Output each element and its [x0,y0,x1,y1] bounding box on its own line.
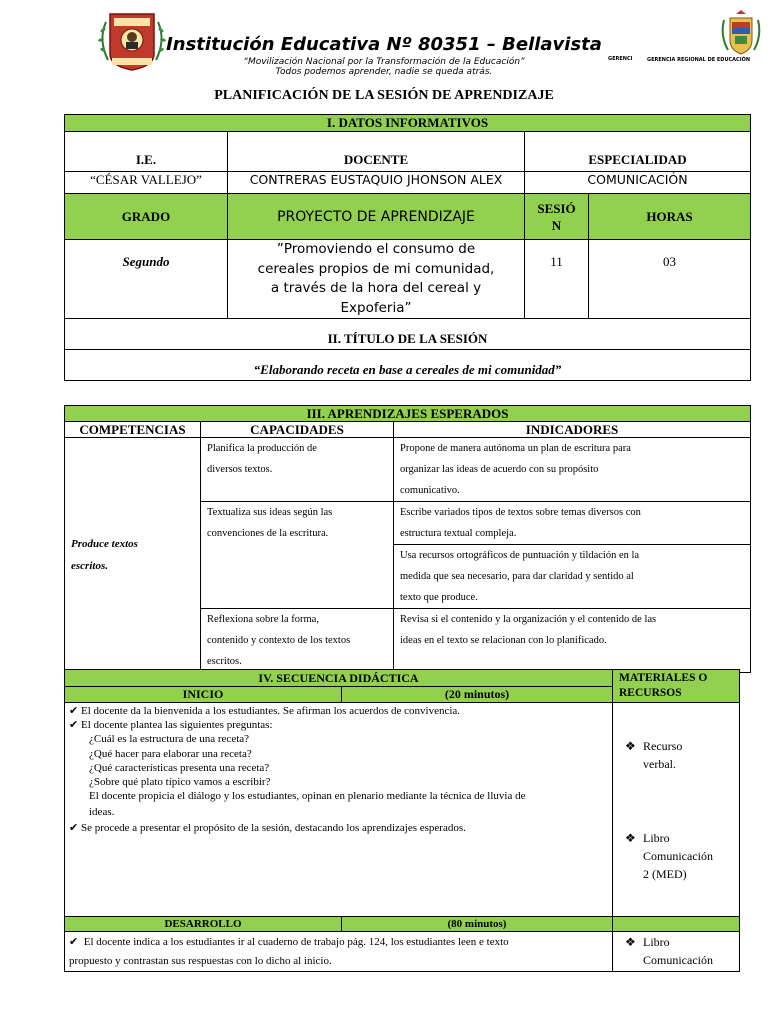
recurso-item [625,933,735,969]
capacidad-line: Reflexiona sobre la forma, [207,614,319,625]
indicador-line: Usa recursos ortográficos de puntuación y tildación en la [400,550,640,561]
inicio-content [65,703,613,917]
col-proyecto-header: PROYECTO DE APRENDIZAJE [228,194,525,240]
desarrollo-time: (80 minutos) [342,917,613,932]
col-competencias-header: COMPETENCIAS [65,422,201,438]
col-especialidad-header: ESPECIALIDAD [525,132,751,172]
desarrollo-line: propuesto y contrastan sus respuestas con lo dicho al inicio. [69,955,332,967]
materiales-line: RECURSOS [619,687,682,699]
check-icon: ✔ [69,822,79,835]
materiales-desarrollo [613,932,740,972]
check-icon: ✔ [69,936,79,948]
recurso-line: 2 (MED) [643,867,687,881]
inicio-line: ¿Sobre qué plato típico vamos a escribir? [89,776,271,789]
indicador-cell [394,545,751,609]
diamond-bullet-icon: ❖ [625,935,636,949]
indicador-line: texto que produce. [400,592,478,603]
gerencia-short-label: GERENCI [608,56,633,62]
recurso-line: verbal. [643,757,676,771]
materiales-line: MATERIALES O [619,672,708,684]
sesion-value: 11 [525,240,589,319]
docente-value: CONTRERAS EUSTAQUIO JHONSON ALEX [228,172,525,194]
col-ie-header: I.E. [65,132,228,172]
secuencia-didactica-table [64,669,740,972]
indicador-line: comunicativo. [400,485,460,496]
indicador-cell [394,502,751,545]
aprendizajes-section-header: III. APRENDIZAJES ESPERADOS [65,406,751,422]
recurso-line: Libro [643,935,670,949]
titulo-section-header: II. TÍTULO DE LA SESIÓN [65,319,751,350]
col-sesion-header [525,194,589,240]
proyecto-value [228,240,525,319]
ie-value: “CÉSAR VALLEJO” [65,172,228,194]
recurso-item [625,737,735,773]
recurso-line: Comunicación [643,849,713,863]
proyecto-line: ”Promoviendo el consumo de [276,241,476,257]
grado-value: Segundo [65,240,228,319]
indicador-line: medida que sea necesario, para dar claridad y sentido al [400,571,634,582]
check-icon: ✔ [69,705,79,717]
diamond-bullet-icon: ❖ [625,831,636,845]
inicio-line: El docente da la bienvenida a los estudiantes. Se afirman los acuerdos de convivencia. [81,705,461,717]
col-indicadores-header: INDICADORES [394,422,751,438]
session-title-value: “Elaborando receta en base a cereales de mi comunidad” [65,350,751,381]
desarrollo-item [69,933,608,952]
indicador-line: Propone de manera autónoma un plan de escritura para [400,443,631,454]
desarrollo-line: El docente indica a los estudiantes ir al cuaderno de trabajo pág. 124, los estudiantes leen e texto [83,936,509,948]
competencia-line: escritos. [71,560,108,572]
inicio-item [69,704,608,718]
col-horas-header: HORAS [589,194,751,240]
recurso-item [625,829,735,883]
motto-line-2: Todos podemos aprender, nadie se queda atrás. [275,67,493,77]
horas-value: 03 [589,240,751,319]
inicio-time: (20 minutos) [342,687,613,703]
proyecto-line: a través de la hora del cereal y [270,280,482,296]
desarrollo-header: DESARROLLO [65,917,342,932]
capacidad-line: contenido y contexto de los textos [207,635,351,646]
capacidad-line: escritos. [207,656,242,667]
desarrollo-content [65,932,613,972]
inicio-item [69,718,608,732]
proyecto-line: Expoferia” [340,299,412,316]
aprendizajes-esperados-table [64,405,751,673]
recurso-line: Comunicación [643,953,713,967]
datos-informativos-table [64,114,751,381]
indicador-cell [394,438,751,502]
inicio-header: INICIO [65,687,342,703]
inicio-line: Se procede a presentar el propósito de la sesión, destacando los aprendizajes esperados. [81,822,466,835]
materiales-desarrollo-header [613,917,740,932]
especialidad-value: COMUNICACIÓN [525,172,751,194]
inicio-line: ideas. [89,806,115,819]
inicio-line: El docente plantea las siguientes preguntas: [81,719,273,732]
recurso-line: Libro [643,831,670,845]
recurso-line: Recurso [643,739,683,753]
diamond-bullet-icon: ❖ [625,739,636,753]
competencia-line: Produce textos [71,538,138,550]
capacidad-cell [201,438,394,502]
institution-title: Institución Educativa Nº 80351 – Bellavista [166,34,602,55]
proyecto-line: cereales propios de mi comunidad, [257,260,495,277]
col-sesion-line2: N [551,217,562,233]
capacidad-cell [201,609,394,673]
inicio-line: ¿Cuál es la estructura de una receta? [89,733,250,746]
indicador-line: organizar las ideas de acuerdo con su propósito [400,464,599,475]
col-capacidades-header: CAPACIDADES [201,422,394,438]
inicio-line: ¿Qué hacer para elaborar una receta? [89,747,252,760]
regional-coat-of-arms [718,10,764,56]
col-grado-header: GRADO [65,194,228,240]
inicio-line: El docente propicia el diálogo y los estudiantes, opinan en plenario mediante la técnica de lluvia de [89,790,526,803]
competencia-cell [65,438,201,673]
indicador-line: estructura textual compleja. [400,528,517,539]
indicador-cell [394,609,751,673]
indicador-line: Revisa si el contenido y la organización y el contenido de las [400,614,657,625]
check-icon: ✔ [69,719,79,732]
capacidad-cell [201,502,394,609]
capacidad-line: Textualiza sus ideas según las [207,507,333,518]
col-docente-header: DOCENTE [228,132,525,172]
secuencia-section-header: IV. SECUENCIA DIDÁCTICA [65,670,613,687]
inicio-line: ¿Qué características presenta una receta? [89,761,270,774]
col-sesion-line1: SESIÓ [537,200,576,216]
indicador-line: ideas en el texto se relacionan con lo planificado. [400,635,607,646]
document-title: PLANIFICACIÓN DE LA SESIÓN DE APRENDIZAJE [214,88,554,103]
datos-section-header: I. DATOS INFORMATIVOS [65,115,751,132]
capacidad-line: diversos textos. [207,464,273,475]
motto-line-1: “Movilización Nacional por la Transformación de la Educación” [243,57,525,67]
indicador-line: Escribe variados tipos de textos sobre temas diversos con [400,507,641,518]
materiales-inicio [613,703,740,917]
inicio-item [69,821,608,835]
capacidad-line: Planifica la producción de [207,443,317,454]
materiales-header [613,670,740,703]
capacidad-line: convenciones de la escritura. [207,528,329,539]
gerencia-label: GERENCIA REGIONAL DE EDUCACIÓN [647,57,751,63]
